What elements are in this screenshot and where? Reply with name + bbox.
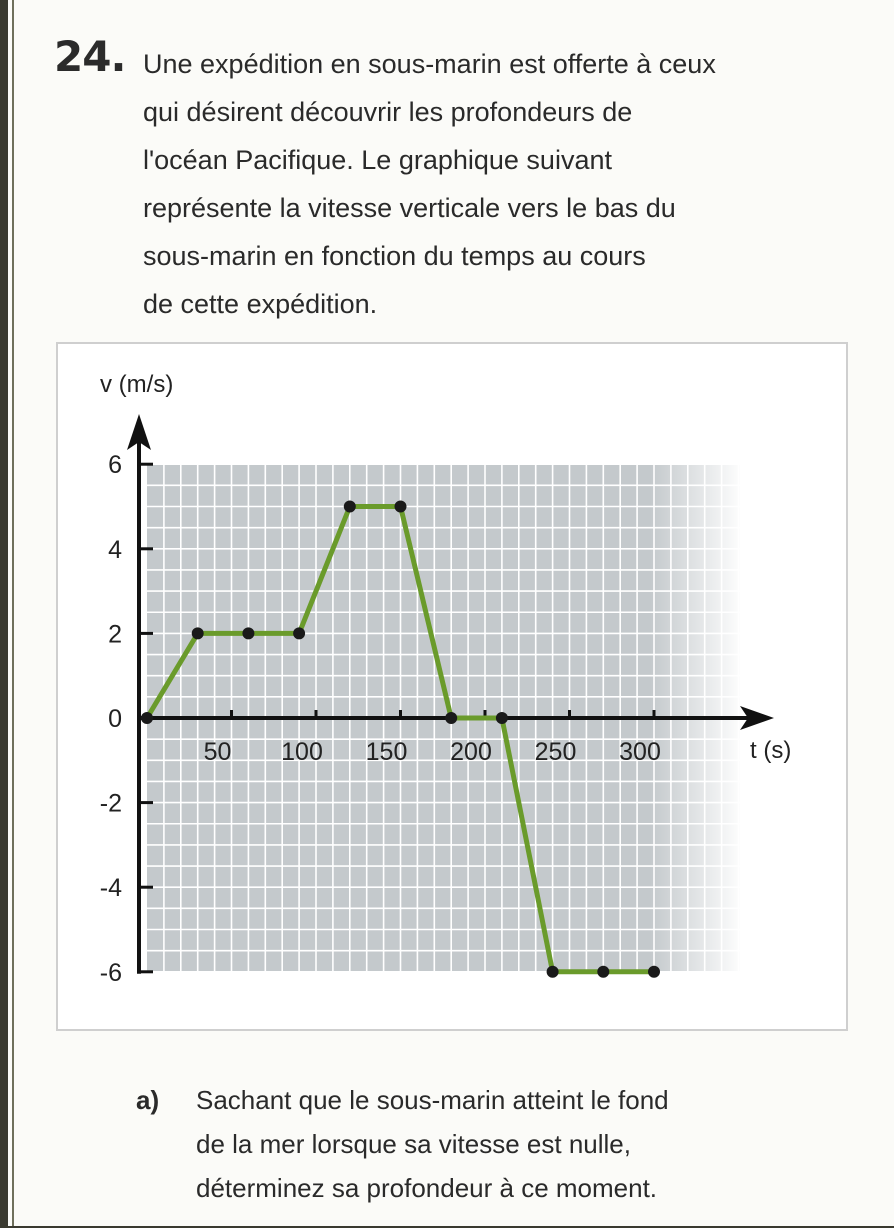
x-axis-label: t (s) bbox=[750, 737, 792, 764]
y-tick-label: 4 bbox=[108, 535, 122, 564]
data-point bbox=[496, 712, 508, 724]
data-point bbox=[141, 712, 153, 724]
y-tick-label: -4 bbox=[99, 874, 122, 903]
subquestion-letter: a) bbox=[136, 1085, 160, 1115]
subquestion-line: Sachant que le sous-marin atteint le fond bbox=[196, 1085, 669, 1115]
velocity-time-chart bbox=[10, 2, 894, 1228]
x-tick-label: 150 bbox=[365, 738, 408, 766]
data-point bbox=[547, 966, 559, 978]
question-line: sous-marin en fonction du temps au cours bbox=[143, 241, 646, 271]
textbook-page bbox=[8, 0, 894, 1226]
question-number: 24. bbox=[54, 32, 126, 81]
data-point bbox=[293, 627, 305, 639]
data-point bbox=[242, 627, 254, 639]
question-line: de cette expédition. bbox=[143, 289, 378, 319]
question-line: représente la vitesse verticale vers le bas du bbox=[143, 193, 676, 223]
data-point bbox=[597, 966, 609, 978]
question-line: Une expédition en sous-marin est offerte à ceux bbox=[143, 49, 716, 79]
data-point bbox=[192, 627, 204, 639]
subquestion-text bbox=[196, 1078, 836, 1210]
subquestion-line: de la mer lorsque sa vitesse est nulle, bbox=[196, 1129, 631, 1159]
x-tick-label: 100 bbox=[281, 738, 323, 766]
question-line: qui désirent découvrir les profondeurs de bbox=[143, 97, 633, 127]
y-axis-label: v (m/s) bbox=[100, 371, 174, 398]
data-point bbox=[445, 712, 457, 724]
x-tick-label: 300 bbox=[619, 738, 661, 766]
x-tick-label: 250 bbox=[534, 738, 577, 766]
y-tick-label: -2 bbox=[99, 789, 122, 818]
y-tick-label: 6 bbox=[108, 451, 122, 480]
question-line: l'océan Pacifique. Le graphique suivant bbox=[143, 145, 612, 175]
subquestion-line: déterminez sa profondeur à ce moment. bbox=[196, 1173, 658, 1203]
data-point bbox=[648, 966, 660, 978]
data-point bbox=[344, 501, 356, 513]
y-tick-label: 2 bbox=[108, 620, 122, 649]
velocity-chart-frame bbox=[56, 342, 848, 1031]
y-tick-label: 0 bbox=[108, 705, 122, 733]
x-tick-label: 50 bbox=[203, 738, 232, 766]
x-tick-label: 200 bbox=[450, 738, 492, 766]
y-tick-label: -6 bbox=[99, 958, 122, 987]
data-point bbox=[395, 501, 407, 513]
